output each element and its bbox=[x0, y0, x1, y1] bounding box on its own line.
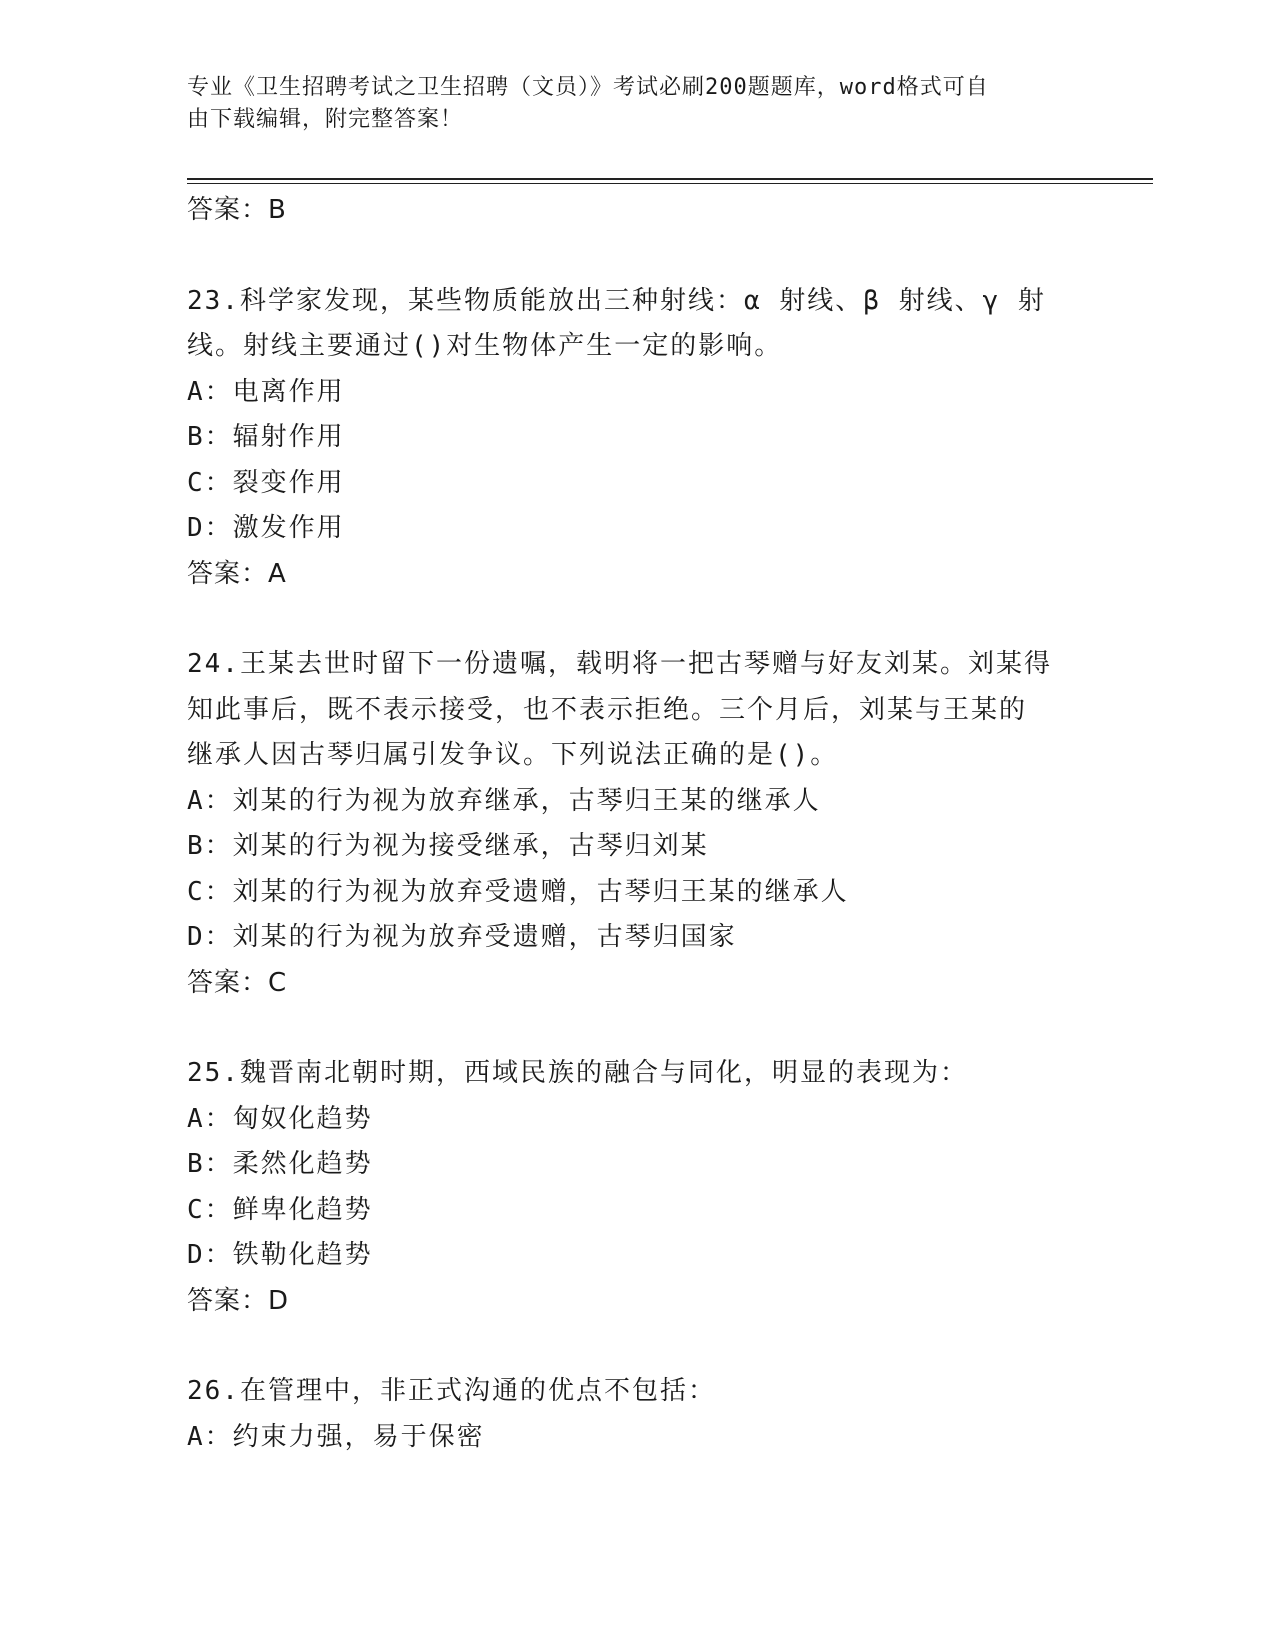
option-d: D：铁勒化趋势 bbox=[187, 1240, 373, 1270]
question-text-line: 继承人因古琴归属引发争议。下列说法正确的是()。 bbox=[187, 740, 839, 770]
question-text-line: 23.科学家发现，某些物质能放出三种射线：α 射线、β 射线、γ 射 bbox=[187, 285, 1046, 316]
header-divider-thin bbox=[187, 183, 1153, 184]
option-a: A：刘某的行为视为放弃继承，古琴归王某的继承人 bbox=[187, 785, 821, 816]
question-text-line: 24.王某去世时留下一份遗嘱，载明将一把古琴赠与好友刘某。刘某得 bbox=[187, 649, 1052, 679]
answer: 答案：D bbox=[187, 1285, 290, 1316]
option-c: C：鲜卑化趋势 bbox=[187, 1194, 373, 1225]
option-b: B：辐射作用 bbox=[187, 422, 345, 452]
answer-previous: 答案：B bbox=[187, 195, 287, 225]
header-divider-thick bbox=[187, 178, 1153, 180]
header-line-2: 由下载编辑，附完整答案！ bbox=[187, 107, 464, 132]
option-c: C：裂变作用 bbox=[187, 467, 345, 498]
question-text-line: 25.魏晋南北朝时期，西域民族的融合与同化，明显的表现为： bbox=[187, 1058, 968, 1088]
question-25 bbox=[187, 1051, 1087, 1324]
option-a: A：电离作用 bbox=[187, 376, 345, 407]
option-a: A：匈奴化趋势 bbox=[187, 1103, 373, 1134]
question-text-line: 知此事后，既不表示接受，也不表示拒绝。三个月后，刘某与王某的 bbox=[187, 694, 1028, 725]
question-24 bbox=[187, 642, 1087, 1006]
option-b: B：刘某的行为视为接受继承，古琴归刘某 bbox=[187, 831, 709, 861]
question-text-line: 26.在管理中，非正式沟通的优点不包括： bbox=[187, 1376, 716, 1406]
question-list bbox=[187, 188, 1087, 1460]
question-23 bbox=[187, 279, 1087, 598]
page-header bbox=[187, 72, 1077, 136]
option-d: D：激发作用 bbox=[187, 513, 345, 543]
question-text-line: 线。射线主要通过()对生物体产生一定的影响。 bbox=[187, 331, 783, 361]
question-26 bbox=[187, 1369, 1087, 1460]
option-a: A：约束力强，易于保密 bbox=[187, 1421, 485, 1452]
option-d: D：刘某的行为视为放弃受遗赠，古琴归国家 bbox=[187, 922, 737, 952]
option-b: B：柔然化趋势 bbox=[187, 1149, 373, 1179]
answer: 答案：C bbox=[187, 967, 288, 998]
header-line-1: 专业《卫生招聘考试之卫生招聘（文员）》考试必刷200题题库，word格式可自 bbox=[187, 75, 989, 100]
answer: 答案：A bbox=[187, 558, 287, 589]
option-c: C：刘某的行为视为放弃受遗赠，古琴归王某的继承人 bbox=[187, 876, 849, 907]
